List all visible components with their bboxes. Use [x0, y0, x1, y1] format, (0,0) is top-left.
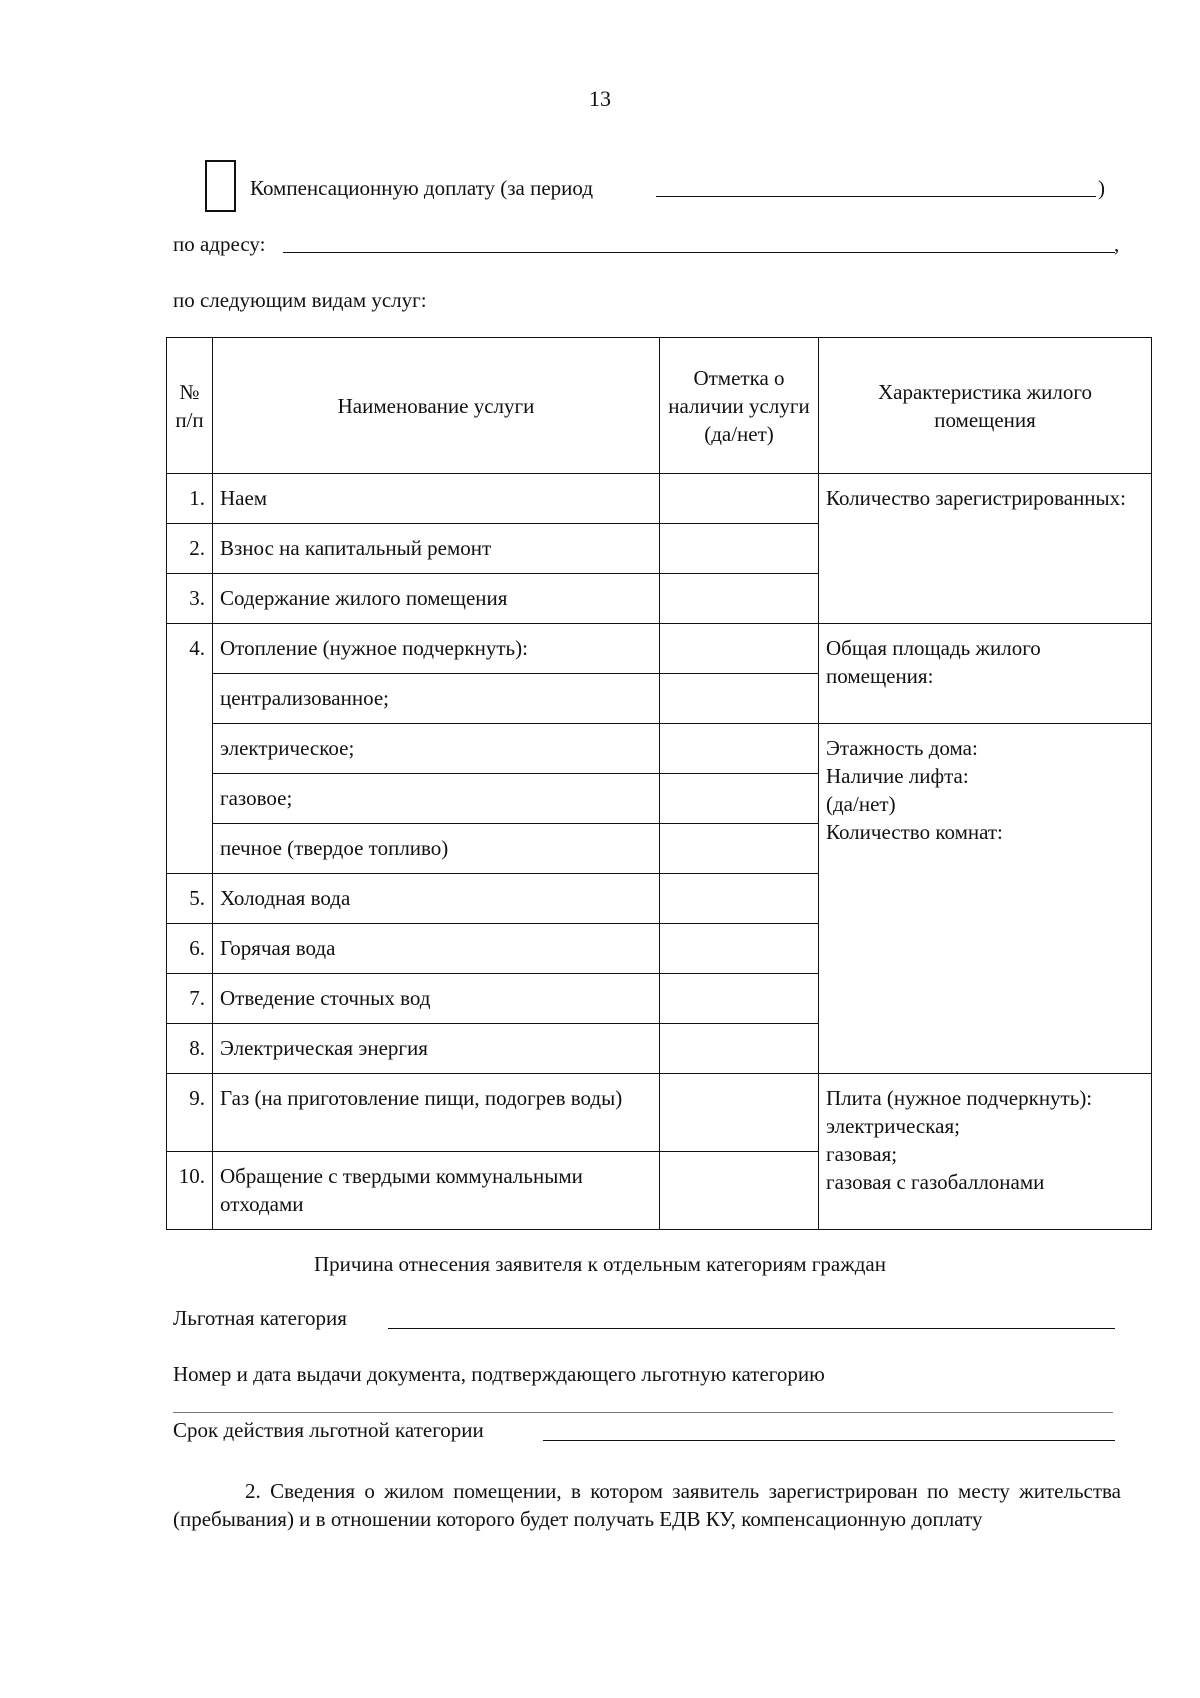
char-stove-gas: газовая;: [826, 1142, 898, 1166]
document-label: Номер и дата выдачи документа, подтверждающего льготную категорию: [173, 1362, 825, 1386]
row-mark-cell[interactable]: [660, 574, 819, 624]
char-floors: Этажность дома:: [826, 736, 978, 760]
period-field[interactable]: [656, 196, 1096, 197]
address-field[interactable]: [283, 252, 1115, 253]
page-number: 13: [589, 86, 611, 111]
row-mark-cell[interactable]: [660, 924, 819, 974]
row-mark-cell[interactable]: [660, 524, 819, 574]
row-name: Содержание жилого помещения: [213, 574, 660, 624]
row-num: 4.: [167, 624, 213, 874]
benefit-category-field[interactable]: [388, 1328, 1115, 1329]
char-stove-cylinder: газовая с газобаллонами: [826, 1170, 1045, 1194]
row-name: Отведение сточных вод: [213, 974, 660, 1024]
header-name: Наименование услуги: [213, 338, 660, 474]
table-row: [167, 474, 1152, 524]
row-num: 9.: [167, 1074, 213, 1152]
table-row: [167, 1074, 1152, 1152]
row-name: Холодная вода: [213, 874, 660, 924]
row-mark-cell[interactable]: [660, 1074, 819, 1152]
row-name: газовое;: [213, 774, 660, 824]
table-row: [167, 624, 1152, 674]
validity-field[interactable]: [543, 1440, 1115, 1441]
row-name: Горячая вода: [213, 924, 660, 974]
row-name: Обращение с твердыми коммунальными отходами: [213, 1152, 660, 1230]
row-name: печное (твердое топливо): [213, 824, 660, 874]
row-mark-cell[interactable]: [660, 1024, 819, 1074]
row-mark-cell[interactable]: [660, 724, 819, 774]
char-house[interactable]: [819, 724, 1152, 1074]
char-rooms: Количество комнат:: [826, 820, 1003, 844]
reason-title: Причина отнесения заявителя к отдельным категориям граждан: [314, 1252, 886, 1276]
row-name: электрическое;: [213, 724, 660, 774]
row-mark-cell[interactable]: [660, 674, 819, 724]
address-label: по адресу:: [173, 232, 266, 256]
char-stove-title: Плита (нужное подчеркнуть):: [826, 1086, 1093, 1110]
row-num: 5.: [167, 874, 213, 924]
row-num: 2.: [167, 524, 213, 574]
row-name: Газ (на приготовление пищи, подогрев воды): [213, 1074, 660, 1152]
compensation-close: ): [1098, 176, 1105, 200]
table-row: [167, 724, 1152, 774]
document-field[interactable]: [173, 1412, 1113, 1413]
char-stove-electric: электрическая;: [826, 1114, 960, 1138]
validity-label: Срок действия льготной категории: [173, 1418, 484, 1442]
address-comma: ,: [1114, 232, 1120, 256]
compensation-label: Компенсационную доплату (за период: [250, 176, 594, 200]
services-intro: по следующим видам услуг:: [173, 288, 427, 312]
char-elevator: Наличие лифта:: [826, 764, 969, 788]
row-num: 10.: [167, 1152, 213, 1230]
row-num: 1.: [167, 474, 213, 524]
char-elevator-yn: (да/нет): [826, 792, 896, 816]
row-name: Электрическая энергия: [213, 1024, 660, 1074]
compensation-checkbox[interactable]: [205, 160, 236, 212]
row-num: 6.: [167, 924, 213, 974]
header-mark: Отметка о наличии услуги (да/нет): [660, 338, 819, 474]
row-mark-cell[interactable]: [660, 474, 819, 524]
row-num: 8.: [167, 1024, 213, 1074]
row-num: 7.: [167, 974, 213, 1024]
row-mark-cell[interactable]: [660, 974, 819, 1024]
table-header-row: [167, 338, 1152, 474]
row-mark-cell[interactable]: [660, 624, 819, 674]
row-num: 3.: [167, 574, 213, 624]
row-name: Отопление (нужное подчеркнуть):: [213, 624, 660, 674]
header-char: Характеристика жилого помещения: [819, 338, 1152, 474]
services-table: [166, 337, 1152, 1230]
benefit-category-label: Льготная категория: [173, 1306, 347, 1330]
char-registered[interactable]: Количество зарегистрированных:: [819, 474, 1152, 624]
row-name: Наем: [213, 474, 660, 524]
row-mark-cell[interactable]: [660, 874, 819, 924]
char-stove[interactable]: [819, 1074, 1152, 1230]
row-mark-cell[interactable]: [660, 774, 819, 824]
section-2-paragraph: 2. Сведения о жилом помещении, в котором заявитель зарегистрирован по месту жительства (пребывания) и в отношении которого будет получать ЕДВ КУ, компенсационную доплату: [173, 1479, 1121, 1531]
header-num: № п/п: [167, 338, 213, 474]
row-name: централизованное;: [213, 674, 660, 724]
row-name: Взнос на капитальный ремонт: [213, 524, 660, 574]
row-mark-cell[interactable]: [660, 824, 819, 874]
row-mark-cell[interactable]: [660, 1152, 819, 1230]
char-area[interactable]: Общая площадь жилого помещения:: [819, 624, 1152, 724]
